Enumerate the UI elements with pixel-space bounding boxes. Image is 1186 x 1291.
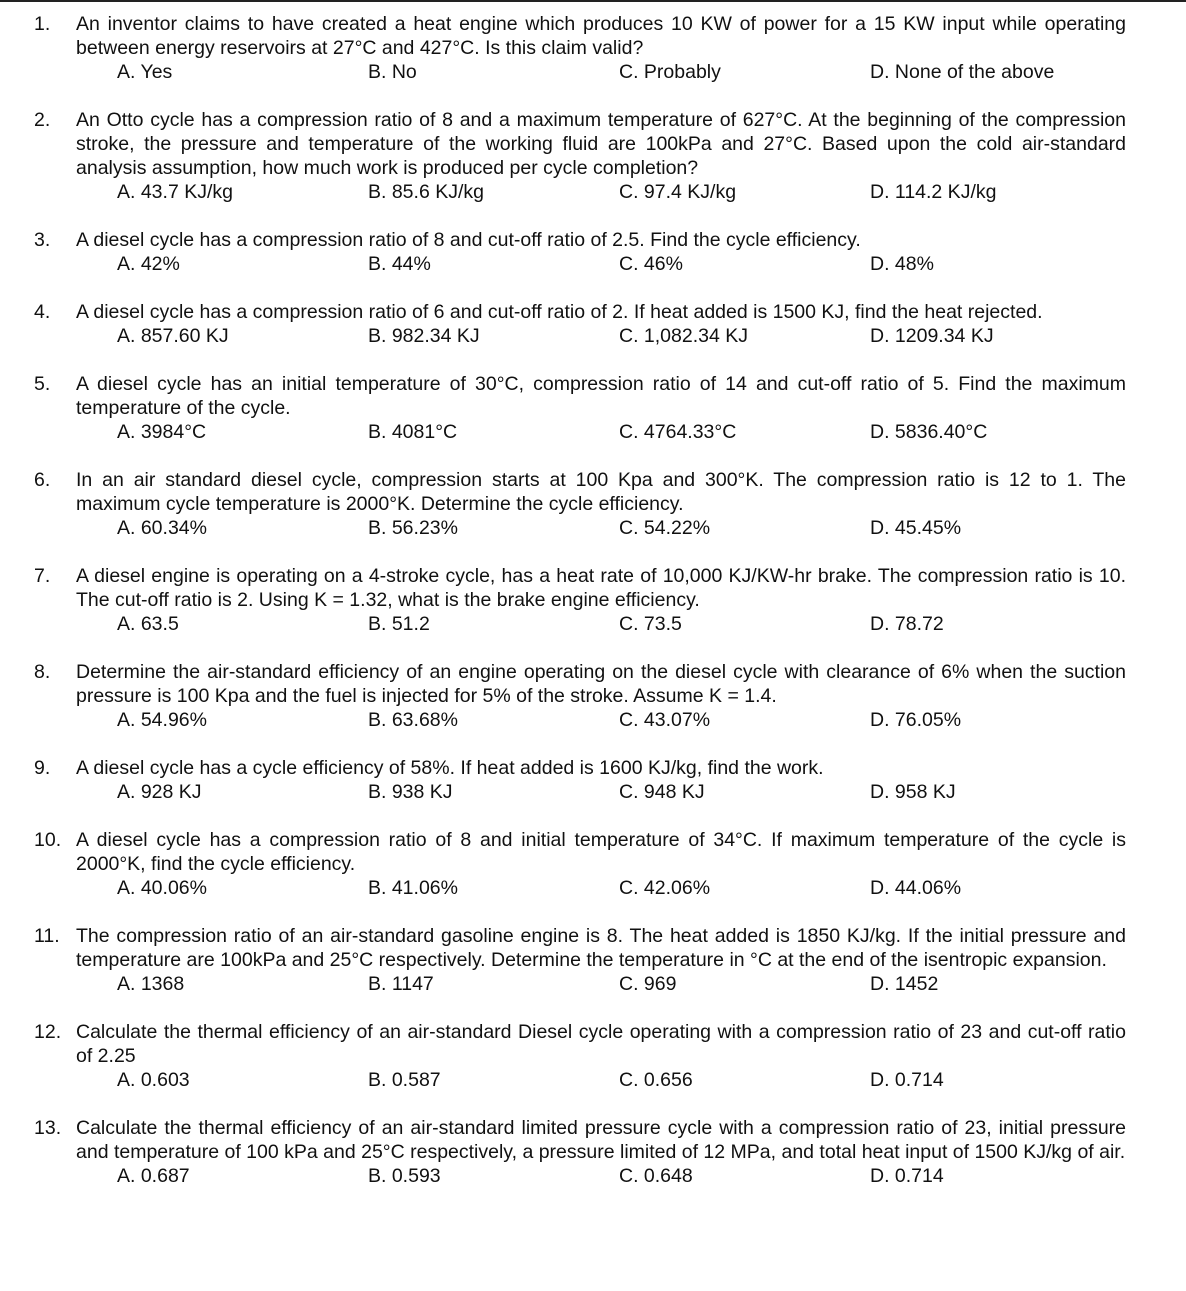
choice-b: B. 85.6 KJ/kg: [368, 181, 484, 203]
question-number: 6.: [34, 469, 51, 491]
question-10: [0, 828, 1186, 900]
choice-c: C. 46%: [619, 253, 683, 275]
question-number: 4.: [34, 301, 51, 323]
top-rule: [0, 0, 1186, 2]
question-6: [0, 468, 1186, 540]
question-number: 5.: [34, 373, 51, 395]
answer-choices: [76, 1068, 1126, 1092]
choice-b: B. 4081°C: [368, 421, 458, 443]
choice-d: D. 1209.34 KJ: [870, 325, 994, 347]
answer-choices: [76, 612, 1126, 636]
choice-c: C. 54.22%: [619, 517, 711, 539]
choice-d: D. 5836.40°C: [870, 421, 988, 443]
answer-choices: [76, 420, 1126, 444]
choice-c: C. 1,082.34 KJ: [619, 325, 748, 347]
choice-a: A. 0.603: [117, 1069, 190, 1091]
choice-a: A. 857.60 KJ: [117, 325, 229, 347]
answer-choices: [76, 252, 1126, 276]
choice-a: A. 3984°C: [117, 421, 207, 443]
question-number: 7.: [34, 565, 51, 587]
question-number: 10.: [34, 829, 62, 851]
question-text: An Otto cycle has a compression ratio of 8 and a maximum temperature of 627°C. At the beginning of the compression stroke, the pressure and temperature of the working fluid are 100kPa and 27°C. Based upon the cold air-standard analysis assumption, how much work is produced per cycle completion?: [76, 109, 1126, 179]
choice-d: D. 0.714: [870, 1069, 944, 1091]
question-text: A diesel cycle has a cycle efficiency of 58%. If heat added is 1600 KJ/kg, find the work.: [76, 757, 824, 779]
choice-a: A. 43.7 KJ/kg: [117, 181, 233, 203]
question-5: [0, 372, 1186, 444]
question-text: The compression ratio of an air-standard gasoline engine is 8. The heat added is 1850 KJ/kg. If the initial pressure and temperature are 100kPa and 25°C respectively. Determine the temperature in °C at the end of the isentropic expansion.: [76, 925, 1126, 971]
choice-b: B. No: [368, 61, 417, 83]
question-7: [0, 564, 1186, 636]
choice-d: D. 958 KJ: [870, 781, 956, 803]
choice-b: B. 63.68%: [368, 709, 458, 731]
choice-b: B. 51.2: [368, 613, 430, 635]
question-number: 2.: [34, 109, 51, 131]
question-number: 3.: [34, 229, 51, 251]
choice-c: C. 0.656: [619, 1069, 693, 1091]
answer-choices: [76, 324, 1126, 348]
question-number: 11.: [34, 925, 60, 947]
question-text: Calculate the thermal efficiency of an air-standard limited pressure cycle with a compression ratio of 23, initial pressure and temperature of 100 kPa and 25°C respectively, a pressure limited of 12 MPa, and total heat input of 1500 KJ/kg of air.: [76, 1117, 1126, 1163]
choice-c: C. 0.648: [619, 1165, 693, 1187]
choice-b: B. 41.06%: [368, 877, 458, 899]
choice-b: B. 982.34 KJ: [368, 325, 480, 347]
question-number: 9.: [34, 757, 51, 779]
choice-b: B. 56.23%: [368, 517, 458, 539]
choice-a: A. 54.96%: [117, 709, 207, 731]
question-3: [0, 228, 1186, 276]
choice-a: A. 42%: [117, 253, 180, 275]
choice-d: D. 1452: [870, 973, 939, 995]
choice-a: A. 40.06%: [117, 877, 207, 899]
choice-a: A. 0.687: [117, 1165, 190, 1187]
question-text: A diesel cycle has a compression ratio of 8 and cut-off ratio of 2.5. Find the cycle efficiency.: [76, 229, 861, 251]
question-2: [0, 108, 1186, 204]
question-text: In an air standard diesel cycle, compression starts at 100 Kpa and 300°K. The compression ratio is 12 to 1. The maximum cycle temperature is 2000°K. Determine the cycle efficiency.: [76, 469, 1126, 515]
choice-b: B. 44%: [368, 253, 431, 275]
choice-c: C. 97.4 KJ/kg: [619, 181, 737, 203]
question-8: [0, 660, 1186, 732]
choice-c: C. 73.5: [619, 613, 682, 635]
question-number: 1.: [34, 13, 51, 35]
choice-a: A. 1368: [117, 973, 185, 995]
choice-d: D. 0.714: [870, 1165, 944, 1187]
answer-choices: [76, 180, 1126, 204]
choice-a: A. Yes: [117, 61, 173, 83]
choice-b: B. 0.587: [368, 1069, 441, 1091]
choice-c: C. 42.06%: [619, 877, 711, 899]
answer-choices: [76, 876, 1126, 900]
answer-choices: [76, 1164, 1126, 1188]
answer-choices: [76, 780, 1126, 804]
question-12: [0, 1020, 1186, 1092]
choice-d: D. 48%: [870, 253, 934, 275]
question-13: [0, 1116, 1186, 1188]
question-sheet: [0, 12, 1186, 1212]
question-text: A diesel cycle has a compression ratio of 8 and initial temperature of 34°C. If maximum temperature of the cycle is 2000°K, find the cycle efficiency.: [76, 829, 1126, 875]
choice-d: D. 78.72: [870, 613, 944, 635]
question-11: [0, 924, 1186, 996]
choice-c: C. 969: [619, 973, 677, 995]
question-number: 13.: [34, 1117, 62, 1139]
choice-c: C. Probably: [619, 61, 721, 83]
choice-b: B. 1147: [368, 973, 434, 995]
answer-choices: [76, 516, 1126, 540]
question-text: Calculate the thermal efficiency of an air-standard Diesel cycle operating with a compression ratio of 23 and cut-off ratio of 2.25: [76, 1021, 1126, 1067]
choice-a: A. 63.5: [117, 613, 179, 635]
choice-c: C. 4764.33°C: [619, 421, 737, 443]
question-text: Determine the air-standard efficiency of an engine operating on the diesel cycle with clearance of 6% when the suction pressure is 100 Kpa and the fuel is injected for 5% of the stroke. Assume K = 1.4.: [76, 661, 1126, 707]
choice-d: D. 44.06%: [870, 877, 962, 899]
question-number: 12.: [34, 1021, 62, 1043]
question-text: An inventor claims to have created a heat engine which produces 10 KW of power for a 15 KW input while operating between energy reservoirs at 27°C and 427°C. Is this claim valid?: [76, 13, 1126, 59]
answer-choices: [76, 972, 1126, 996]
answer-choices: [76, 708, 1126, 732]
question-text: A diesel cycle has an initial temperature of 30°C, compression ratio of 14 and cut-off ratio of 5. Find the maximum temperature of the cycle.: [76, 373, 1126, 419]
choice-b: B. 0.593: [368, 1165, 441, 1187]
choice-c: C. 43.07%: [619, 709, 711, 731]
question-1: [0, 12, 1186, 84]
question-4: [0, 300, 1186, 348]
answer-choices: [76, 60, 1126, 84]
choice-a: A. 60.34%: [117, 517, 207, 539]
choice-d: D. 114.2 KJ/kg: [870, 181, 997, 203]
choice-a: A. 928 KJ: [117, 781, 202, 803]
question-text: A diesel engine is operating on a 4-stroke cycle, has a heat rate of 10,000 KJ/KW-hr brake. The compression ratio is 10. The cut-off ratio is 2. Using K = 1.32, what is the brake engine efficiency.: [76, 565, 1126, 611]
choice-d: D. None of the above: [870, 61, 1055, 83]
choice-d: D. 76.05%: [870, 709, 962, 731]
choice-b: B. 938 KJ: [368, 781, 453, 803]
choice-c: C. 948 KJ: [619, 781, 705, 803]
question-text: A diesel cycle has a compression ratio of 6 and cut-off ratio of 2. If heat added is 1500 KJ, find the heat rejected.: [76, 301, 1043, 323]
question-number: 8.: [34, 661, 51, 683]
question-9: [0, 756, 1186, 804]
choice-d: D. 45.45%: [870, 517, 962, 539]
